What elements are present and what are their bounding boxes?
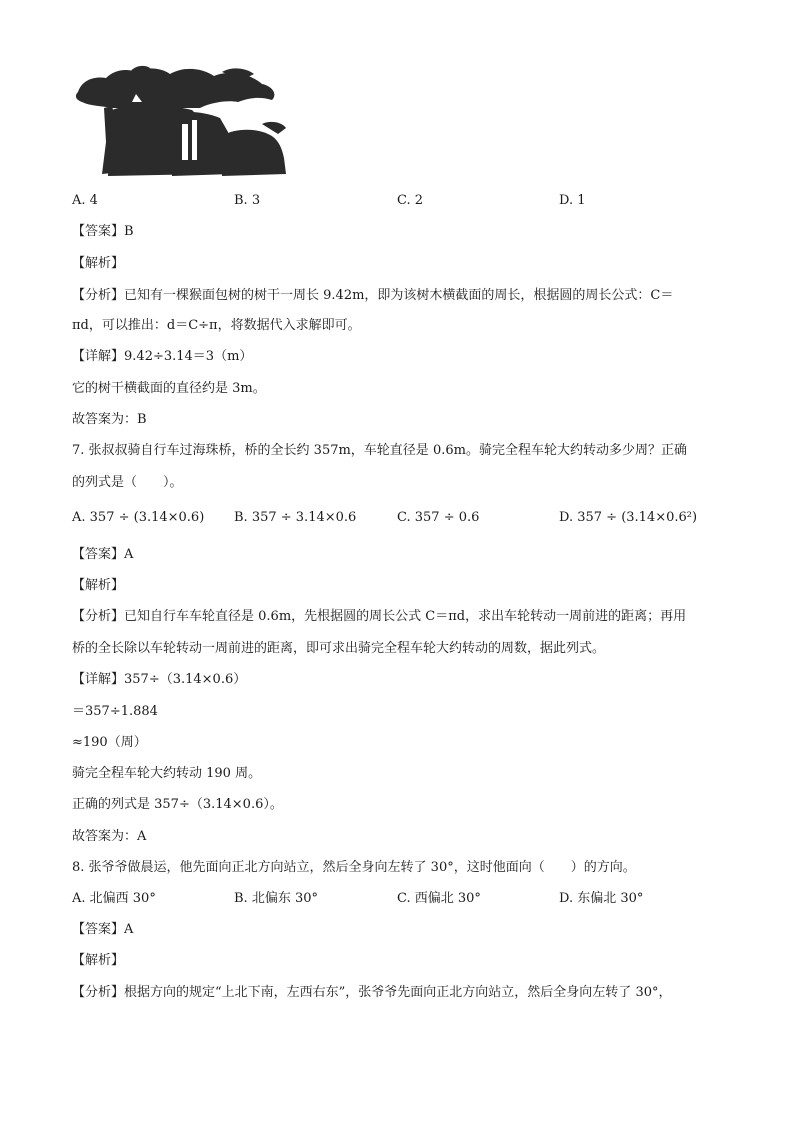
q7-detail-line-1 — [72, 672, 246, 688]
q7-option-b: B. 357 ÷ 3.14×0.6 — [234, 510, 357, 525]
q6-answer-tag: 【答案】 — [72, 224, 125, 239]
q8-stem: 8. 张爷爷做晨运，他先面向正北方向站立，然后全身向左转了 30°，这时他面向（ ）的方向。 — [72, 860, 636, 875]
q7-detail-line-4: 骑完全程车轮大约转动 190 周。 — [72, 766, 262, 781]
q7-analysis-tag: 【分析】 — [72, 609, 125, 624]
q7-analysis-text-1: 已知自行车车轮直径是 0.6m，先根据圆的周长公式 C＝πd，求出车轮转动一周前进的距离；再用 — [124, 609, 687, 624]
q6-detail-line-1 — [72, 349, 252, 365]
q6-detail-text-1: 9.42÷3.14＝3（m） — [124, 349, 253, 364]
q8-option-a: A. 北偏西 30° — [72, 891, 156, 906]
q8-analysis-heading: 【解析】 — [72, 953, 125, 968]
q7-detail-line-3: ≈190（周） — [72, 735, 147, 750]
q8-option-d: D. 东偏北 30° — [559, 891, 644, 906]
baobab-tree-figure — [72, 62, 294, 180]
q7-analysis-heading: 【解析】 — [72, 578, 125, 593]
q6-analysis-heading: 【解析】 — [72, 256, 125, 271]
q6-analysis-tag: 【分析】 — [72, 288, 125, 303]
q6-option-b: B. 3 — [234, 193, 261, 208]
q7-option-d: D. 357 ÷ (3.14×0.6²) — [559, 510, 698, 525]
q7-stem-line-1: 7. 张叔叔骑自行车过海珠桥，桥的全长约 357m，车轮直径是 0.6m。骑完全程车轮大约转动多少周？正确 — [72, 443, 687, 458]
q8-analysis-text-1: 根据方向的规定“上北下南，左西右东”，张爷爷先面向正北方向站立，然后全身向左转了 30°， — [124, 985, 672, 1000]
q8-option-c: C. 西偏北 30° — [397, 891, 481, 906]
baobab-tree-silhouette-image — [72, 62, 294, 180]
q7-answer-line — [72, 547, 133, 563]
q7-option-a: A. 357 ÷ (3.14×0.6) — [72, 510, 205, 525]
q6-option-a: A. 4 — [72, 193, 98, 208]
q8-analysis-line-1 — [72, 985, 671, 1001]
q6-conclusion: 故答案为：B — [72, 412, 147, 427]
q6-answer-value: B — [124, 224, 134, 239]
q6-option-d: D. 1 — [559, 193, 586, 208]
q7-conclusion: 故答案为：A — [72, 829, 147, 844]
q7-detail-text-1: 357÷（3.14×0.6） — [124, 672, 247, 687]
q8-answer-line — [72, 922, 133, 938]
q8-option-b: B. 北偏东 30° — [234, 891, 318, 906]
q8-analysis-tag: 【分析】 — [72, 985, 125, 1000]
q7-analysis-line-1 — [72, 609, 686, 625]
q7-detail-tag: 【详解】 — [72, 672, 125, 687]
q7-analysis-line-2: 桥的全长除以车轮转动一周前进的距离，即可求出骑完全程车轮大约转动的周数，据此列式。 — [72, 641, 606, 656]
q6-detail-line-2: 它的树干横截面的直径约是 3m。 — [72, 381, 266, 396]
q7-answer-tag: 【答案】 — [72, 547, 125, 562]
q6-analysis-line-2: πd，可以推出：d＝C÷π，将数据代入求解即可。 — [72, 318, 361, 333]
q6-analysis-line-1 — [72, 288, 673, 304]
q6-detail-tag: 【详解】 — [72, 349, 125, 364]
q7-stem-line-2: 的列式是（ ）。 — [72, 475, 183, 490]
q7-detail-line-2: ＝357÷1.884 — [72, 704, 158, 719]
q7-detail-line-5: 正确的列式是 357÷（3.14×0.6）。 — [72, 797, 283, 812]
q6-analysis-text-1: 已知有一棵猴面包树的树干一周长 9.42m，即为该树木横截面的周长，根据圆的周长公式：C＝ — [124, 288, 674, 303]
q8-answer-tag: 【答案】 — [72, 922, 125, 937]
q7-answer-value: A — [124, 547, 134, 562]
q6-option-c: C. 2 — [397, 193, 424, 208]
q8-answer-value: A — [124, 922, 134, 937]
q7-option-c: C. 357 ÷ 0.6 — [397, 510, 480, 525]
q6-answer-line — [72, 224, 134, 240]
